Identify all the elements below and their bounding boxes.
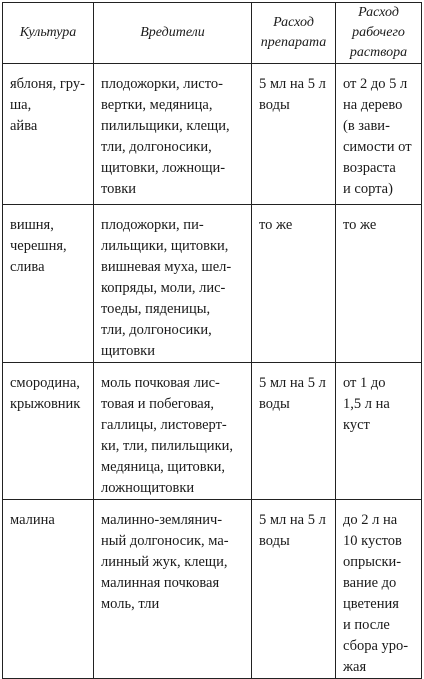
cell-content (259, 363, 335, 415)
cell-culture (3, 64, 94, 205)
cell-text-line: то же (343, 217, 377, 233)
header-text-line: Расход (358, 5, 399, 20)
cell-culture (3, 205, 94, 363)
cell-text-line: товая и побеговая, (101, 396, 215, 412)
cell-solution-rate (336, 363, 422, 500)
table-row (3, 205, 422, 363)
table-row (3, 64, 422, 205)
cell-text-line: и после (343, 617, 390, 633)
cell-content (10, 64, 93, 137)
pest-treatment-table (2, 2, 422, 679)
table-row (3, 363, 422, 500)
cell-text-line: куст (343, 417, 370, 433)
cell-text-line: вертки, медяница, (101, 97, 213, 113)
cell-text-line: вишневая муха, шел- (101, 259, 232, 275)
cell-text-line: от 2 до 5 л (343, 76, 408, 92)
cell-solution-rate (336, 500, 422, 679)
cell-text-line: 5 мл на 5 л (259, 76, 326, 92)
cell-culture (3, 500, 94, 679)
cell-text-line: пилильщики, клещи, (101, 118, 230, 134)
cell-pests (94, 205, 252, 363)
cell-text-line: вишня, (10, 217, 54, 233)
cell-text-line: на дерево (343, 97, 403, 113)
cell-content (259, 500, 335, 552)
cell-text-line: тли, долгоносики, (101, 139, 212, 155)
cell-content (101, 500, 251, 615)
cell-content (343, 363, 421, 436)
table-body (3, 64, 422, 679)
cell-text-line: и сорта) (343, 181, 393, 197)
cell-text-line: крыжовник (10, 396, 81, 412)
cell-text-line: воды (259, 396, 290, 412)
header-text-line: раствора (349, 45, 408, 60)
cell-solution-rate (336, 205, 422, 363)
cell-text-line: плодожорки, пи- (101, 217, 204, 233)
cell-content (343, 205, 421, 236)
cell-content (343, 500, 421, 678)
cell-text-line: айва (10, 118, 38, 134)
cell-solution-rate (336, 64, 422, 205)
cell-text-line: воды (259, 533, 290, 549)
cell-product-rate (252, 64, 336, 205)
cell-text-line: опрыски- (343, 554, 402, 570)
cell-text-line: 1,5 л на (343, 396, 390, 412)
cell-text-line: тоеды, пяденицы, (101, 301, 211, 317)
cell-text-line: жая (343, 659, 367, 675)
cell-text-line: копряды, моли, лис- (101, 280, 226, 296)
cell-culture (3, 363, 94, 500)
cell-text-line: до 2 л на (343, 512, 398, 528)
cell-text-line: слива (10, 259, 45, 275)
cell-text-line: галлицы, листоверт- (101, 417, 227, 433)
cell-text-line: малинная почковая (101, 575, 220, 591)
cell-product-rate (252, 363, 336, 500)
cell-text-line: товки (101, 181, 137, 197)
cell-text-line: моль почковая лис- (101, 375, 220, 391)
cell-content (10, 363, 93, 415)
cell-text-line: медяница, щитовки, (101, 459, 226, 475)
header-text-line: Вредители (140, 25, 205, 40)
cell-text-line: симости от (343, 139, 412, 155)
cell-text-line: яблоня, гру- (10, 76, 85, 92)
cell-text-line: малина (10, 512, 55, 528)
document-page (2, 2, 421, 675)
cell-text-line: тли, долгоносики, (101, 322, 212, 338)
cell-text-line: (в зави- (343, 118, 390, 134)
header-culture (3, 3, 94, 64)
cell-pests (94, 64, 252, 205)
cell-text-line: черешня, (10, 238, 67, 254)
cell-text-line: линный жук, клещи, (101, 554, 228, 570)
header-text-line: Культура (19, 25, 77, 40)
cell-content (101, 205, 251, 362)
cell-text-line: малинно-землянич- (101, 512, 223, 528)
cell-text-line: плодожорки, листо- (101, 76, 223, 92)
cell-product-rate (252, 205, 336, 363)
cell-text-line: 5 мл на 5 л (259, 375, 326, 391)
cell-text-line: ша, (10, 97, 32, 113)
cell-content (10, 500, 93, 531)
cell-text-line: ложнощитовки (101, 480, 195, 496)
cell-pests (94, 363, 252, 500)
table-header-row (3, 3, 422, 64)
cell-text-line: сбора уро- (343, 638, 409, 654)
cell-text-line: цветения (343, 596, 399, 612)
header-pests (94, 3, 252, 64)
cell-text-line: ки, тли, пилильщики, (101, 438, 233, 454)
cell-text-line: возраста (343, 160, 396, 176)
cell-pests (94, 500, 252, 679)
cell-text-line: от 1 до (343, 375, 386, 391)
cell-product-rate (252, 500, 336, 679)
cell-text-line: щитовки, ложнощи- (101, 160, 226, 176)
table-row (3, 500, 422, 679)
cell-text-line: воды (259, 97, 290, 113)
header-text-line: Расход (273, 15, 314, 30)
cell-content (10, 205, 93, 278)
cell-content (101, 64, 251, 200)
cell-text-line: моль, тли (101, 596, 160, 612)
header-text-line: препарата (260, 35, 327, 50)
cell-text-line: щитовки (101, 343, 155, 359)
header-product-rate (252, 3, 336, 64)
cell-text-line: 5 мл на 5 л (259, 512, 326, 528)
cell-text-line: вание до (343, 575, 397, 591)
cell-content (259, 205, 335, 236)
header-solution-rate (336, 3, 422, 64)
cell-text-line: лильщики, щитовки, (101, 238, 229, 254)
cell-text-line: 10 кустов (343, 533, 402, 549)
cell-text-line: то же (259, 217, 293, 233)
header-text-line: рабочего (352, 25, 405, 40)
cell-text-line: ный долгоносик, ма- (101, 533, 229, 549)
cell-content (343, 64, 421, 200)
cell-text-line: смородина, (10, 375, 80, 391)
cell-content (259, 64, 335, 116)
cell-content (101, 363, 251, 499)
